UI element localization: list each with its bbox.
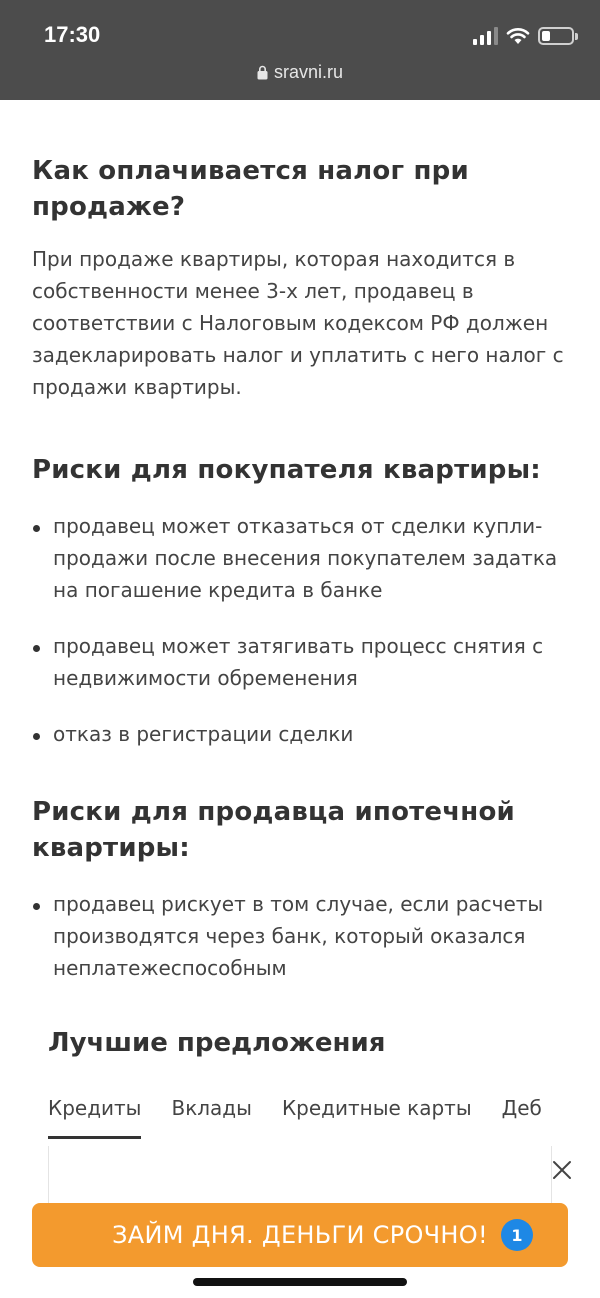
list-item: отказ в регистрации сделки	[32, 718, 572, 750]
offers-title: Лучшие предложения	[48, 1028, 386, 1058]
list-item: продавец может затягивать процесс снятия с недвижимости обременения	[32, 630, 572, 694]
tab-debit-cards[interactable]: Деб	[501, 1096, 542, 1120]
tab-deposits[interactable]: Вклады	[171, 1096, 252, 1120]
battery-icon	[538, 27, 574, 45]
offer-card[interactable]	[48, 1146, 552, 1206]
buyer-risks-list	[32, 510, 572, 750]
offers-tabs	[48, 1096, 552, 1148]
banner-label: ЗАЙМ ДНЯ. ДЕНЬГИ СРОЧНО!	[112, 1221, 488, 1249]
tax-heading: Как оплачивается налог при продаже?	[32, 156, 469, 222]
status-icons	[473, 24, 574, 48]
tab-credits[interactable]: Кредиты	[48, 1096, 141, 1139]
close-icon[interactable]	[550, 1158, 574, 1182]
seller-risks-list	[32, 888, 572, 984]
wifi-icon	[506, 27, 530, 45]
url-text: sravni.ru	[273, 62, 344, 82]
loan-banner-button[interactable]	[32, 1203, 568, 1267]
status-time: 17:30	[44, 22, 101, 47]
address-bar[interactable]	[0, 62, 600, 83]
list-item: продавец может отказаться от сделки купли-продажи после внесения покупателем задатка на погашение кредита в банке	[32, 510, 572, 606]
seller-risks-heading: Риски для продавца ипотечной квартиры:	[32, 797, 515, 863]
list-item: продавец рискует в том случае, если расчеты производятся через банк, который оказался неплатежеспособным	[32, 888, 572, 984]
article-body	[32, 100, 572, 984]
tab-credit-cards[interactable]: Кредитные карты	[281, 1096, 472, 1120]
tax-paragraph: При продаже квартиры, которая находится в собственности менее 3-х лет, продавец в соответствии с Налоговым кодексом РФ должен задекларировать налог и уплатить с него налог с продажи квартиры.	[32, 247, 564, 399]
notification-badge: 1	[501, 1219, 533, 1251]
lock-icon	[257, 65, 268, 80]
status-bar	[0, 0, 600, 100]
cellular-signal-icon	[473, 27, 498, 45]
home-indicator[interactable]	[193, 1278, 407, 1286]
buyer-risks-heading: Риски для покупателя квартиры:	[32, 455, 541, 485]
